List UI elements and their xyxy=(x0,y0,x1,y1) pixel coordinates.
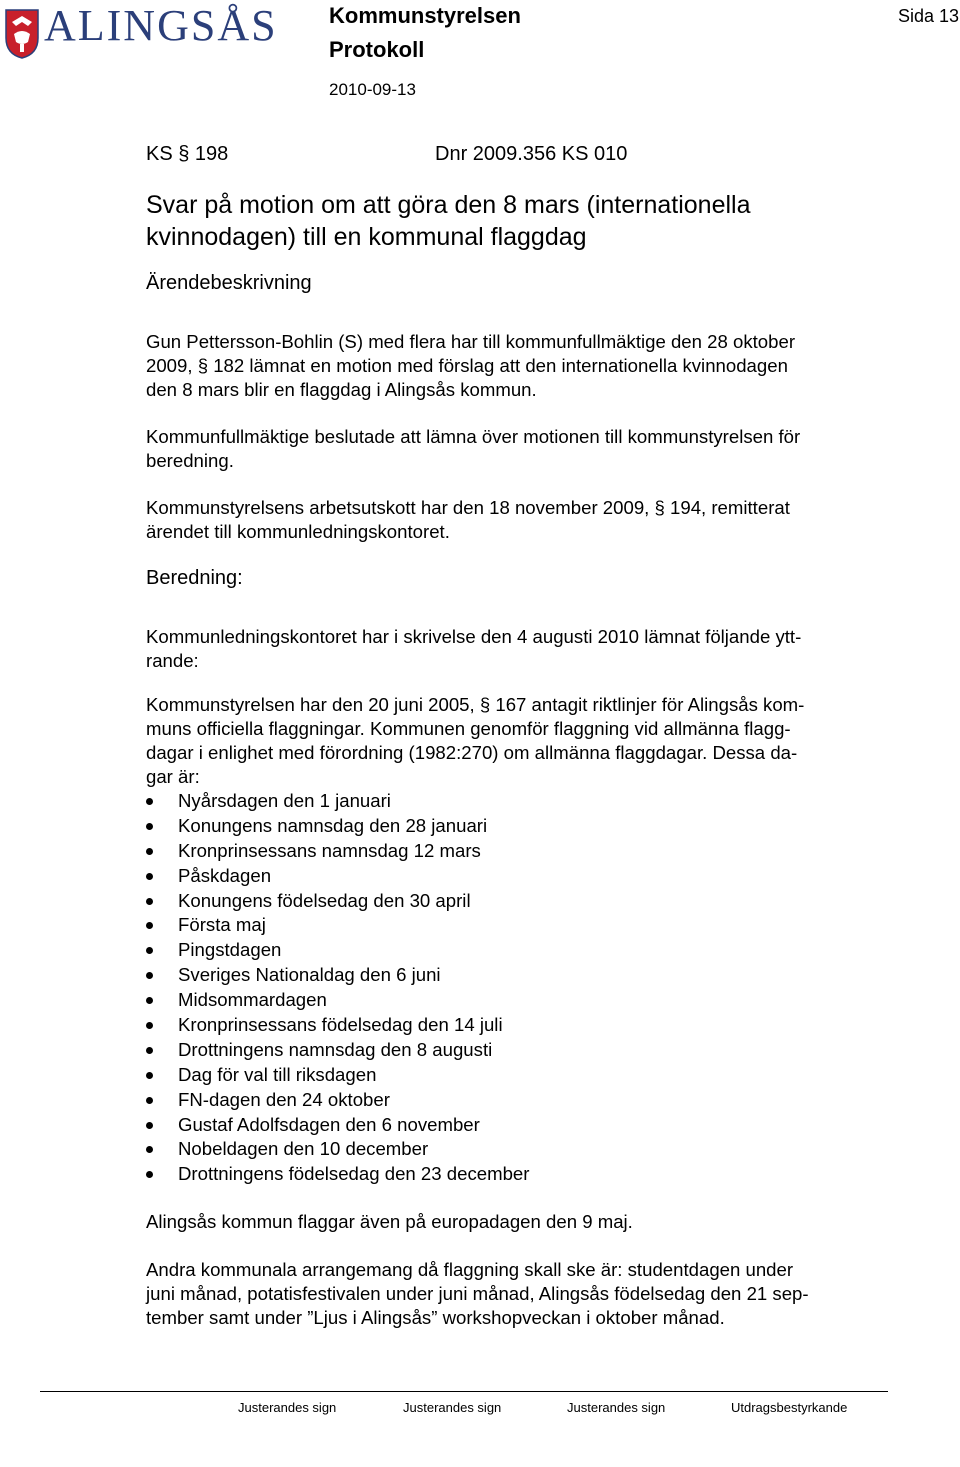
paragraph-statement xyxy=(146,625,876,673)
text-line: beredning. xyxy=(146,450,234,471)
list-item-text: Pingstdagen xyxy=(178,939,282,961)
text-line: Alingsås kommun flaggar även på europadagen den 9 maj. xyxy=(146,1211,633,1232)
paragraph-guidelines xyxy=(146,693,876,789)
bullet-icon xyxy=(146,947,153,954)
paragraph-motion xyxy=(146,330,876,402)
list-item-text: Drottningens födelsedag den 23 december xyxy=(178,1163,530,1185)
bullet-icon xyxy=(146,873,153,880)
bullet-icon xyxy=(146,848,153,855)
list-item xyxy=(146,789,529,814)
logo-wordmark: ALINGSÅS xyxy=(44,1,278,50)
list-item xyxy=(146,963,529,988)
bullet-icon xyxy=(146,898,153,905)
municipality-logo xyxy=(0,1,278,64)
list-item xyxy=(146,1137,529,1162)
list-item-text: Dag för val till riksdagen xyxy=(178,1063,377,1085)
list-item-text: Konungens födelsedag den 30 april xyxy=(178,889,471,911)
text-line: dagar i enlighet med förordning (1982:270) om allmänna flaggdagar. Dessa da- xyxy=(146,742,798,763)
bullet-icon xyxy=(146,798,153,805)
list-item-text: Nyårsdagen den 1 januari xyxy=(178,790,391,811)
paragraph-decision xyxy=(146,425,876,473)
text-line: Gun Pettersson-Bohlin (S) med flera har till kommunfullmäktige den 28 oktober xyxy=(146,331,796,352)
text-line: 2009, § 182 lämnat en motion med förslag att den internationella kvinnodagen xyxy=(146,355,788,376)
footer-divider xyxy=(40,1391,888,1392)
bullet-icon xyxy=(146,1022,153,1029)
list-item-text: Sveriges Nationaldag den 6 juni xyxy=(178,964,441,986)
list-item-text: Påskdagen xyxy=(178,864,272,886)
list-item xyxy=(146,889,529,914)
bullet-icon xyxy=(146,1146,153,1153)
bullet-icon xyxy=(146,1097,153,1104)
list-item xyxy=(146,864,529,889)
text-line: tember samt under ”Ljus i Alingsås” workshopveckan i oktober månad. xyxy=(146,1307,725,1328)
list-item-text: FN-dagen den 24 oktober xyxy=(178,1088,390,1110)
signature-field-3: Justerandes sign xyxy=(567,1400,666,1415)
text-line: Andra kommunala arrangemang då flaggning skall ske är: studentdagen under xyxy=(146,1259,794,1280)
list-item xyxy=(146,1162,529,1187)
list-item-text: Kronprinsessans födelsedag den 14 juli xyxy=(178,1014,503,1036)
title-line: Svar på motion om att göra den 8 mars (internationella xyxy=(146,191,751,219)
list-item-text: Drottningens namnsdag den 8 augusti xyxy=(178,1038,493,1060)
list-item-text: Konungens namnsdag den 28 januari xyxy=(178,814,488,836)
text-line: den 8 mars blir en flaggdag i Alingsås kommun. xyxy=(146,379,537,400)
text-line: rande: xyxy=(146,650,199,671)
dnr-reference: Dnr 2009.356 KS 010 xyxy=(435,143,628,165)
paragraph-europe-day xyxy=(146,1210,876,1234)
document-title xyxy=(146,189,886,253)
text-line: Kommunfullmäktige beslutade att lämna över motionen till kommunstyrelsen för xyxy=(146,426,801,447)
text-line: gar är: xyxy=(146,766,200,787)
list-item-text: Kronprinsessans namnsdag 12 mars xyxy=(178,839,481,861)
flag-day-list xyxy=(146,789,529,1187)
list-item xyxy=(146,1088,529,1113)
list-item xyxy=(146,839,529,864)
bullet-icon xyxy=(146,997,153,1004)
certification-field: Utdragsbestyrkande xyxy=(731,1400,848,1415)
header-subtitle: Protokoll xyxy=(329,37,425,62)
bullet-icon xyxy=(146,823,153,830)
page-number: Sida 13 xyxy=(898,6,960,26)
header-title: Kommunstyrelsen xyxy=(329,3,521,28)
coat-of-arms-icon xyxy=(4,8,40,60)
bullet-icon xyxy=(146,922,153,929)
bullet-icon xyxy=(146,1171,153,1178)
header-date: 2010-09-13 xyxy=(329,80,416,99)
paragraph-other-events xyxy=(146,1258,876,1330)
list-item xyxy=(146,988,529,1013)
bullet-icon xyxy=(146,1047,153,1054)
bullet-icon xyxy=(146,972,153,979)
paragraph-referral xyxy=(146,496,876,544)
list-item xyxy=(146,1063,529,1088)
text-line: muns officiella flaggningar. Kommunen genomför flaggning vid allmänna flagg- xyxy=(146,718,791,739)
list-item-text: Första maj xyxy=(178,914,266,936)
text-line: juni månad, potatisfestivalen under juni månad, Alingsås födelsedag den 21 sep- xyxy=(146,1283,809,1304)
list-item xyxy=(146,938,529,963)
list-item-text: Gustaf Adolfsdagen den 6 november xyxy=(178,1113,480,1135)
signature-field-1: Justerandes sign xyxy=(238,1400,337,1415)
bullet-icon xyxy=(146,1122,153,1129)
list-item xyxy=(146,1038,529,1063)
list-item xyxy=(146,1113,529,1138)
text-line: Kommunstyrelsen har den 20 juni 2005, § 167 antagit riktlinjer för Alingsås kom- xyxy=(146,694,805,715)
list-item-text: Nobeldagen den 10 december xyxy=(178,1138,429,1160)
signature-field-2: Justerandes sign xyxy=(403,1400,502,1415)
list-item-text: Midsommardagen xyxy=(178,989,327,1011)
list-item xyxy=(146,1013,529,1038)
text-line: Kommunledningskontoret har i skrivelse den 4 augusti 2010 lämnat följande ytt- xyxy=(146,626,802,647)
ks-reference: KS § 198 xyxy=(146,143,229,165)
list-item xyxy=(146,814,529,839)
title-line: kvinnodagen) till en kommunal flaggdag xyxy=(146,223,587,251)
list-item xyxy=(146,913,529,938)
text-line: Kommunstyrelsens arbetsutskott har den 18 november 2009, § 194, remitterat xyxy=(146,497,790,518)
text-line: ärendet till kommunledningskontoret. xyxy=(146,521,450,542)
section-heading-arendebeskrivning: Ärendebeskrivning xyxy=(146,272,312,294)
bullet-icon xyxy=(146,1072,153,1079)
section-heading-beredning: Beredning: xyxy=(146,567,243,589)
